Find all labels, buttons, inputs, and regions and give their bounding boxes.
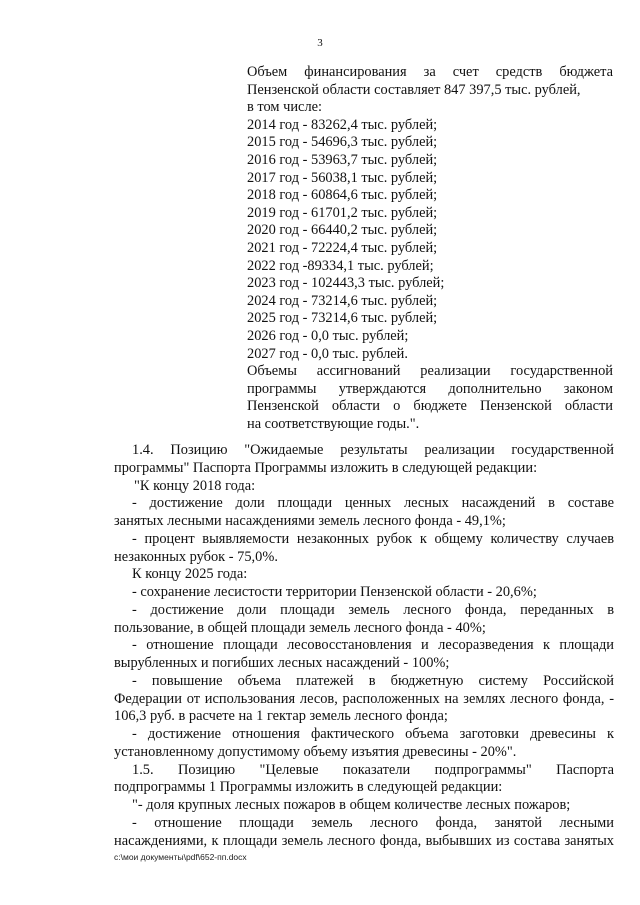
- text-line: 2021 год - 72224,4 тыс. рублей;: [247, 239, 438, 256]
- text-line: установленному допустимому объему изъятия древесины - 20%".: [114, 743, 517, 760]
- text-line: 1.5. Позицию "Целевые показатели подпрограммы" Паспорта: [132, 761, 614, 778]
- text-line: в том числе:: [247, 99, 323, 116]
- text-line: вырубленных и погибших лесных насаждений - 100%;: [114, 655, 450, 671]
- text-line: программы" Паспорта Программы изложить в следующей редакции:: [114, 459, 538, 476]
- text-line: 2019 год - 61701,2 тыс. рублей;: [247, 204, 438, 221]
- text-line: пользование, в общей площади земель лесного фонда - 40%;: [114, 619, 486, 636]
- text-line: подпрограммы 1 Программы изложить в следующей редакции:: [114, 779, 503, 796]
- page-number: 3: [317, 37, 323, 49]
- text-line: Пензенской области о бюджете Пензенской области: [247, 398, 613, 415]
- text-line: программы утверждаются дополнительно законом: [247, 380, 613, 397]
- text-line: Объемы ассигнований реализации государственной: [247, 363, 613, 380]
- text-line: 2014 год - 83262,4 тыс. рублей;: [247, 116, 438, 133]
- text-line: - отношение площади лесовосстановления и лесоразведения к площади: [132, 637, 614, 654]
- text-line: "- доля крупных лесных пожаров в общем количестве лесных пожаров;: [132, 797, 571, 813]
- text-line: 2026 год - 0,0 тыс. рублей;: [247, 327, 409, 344]
- text-line: Объем финансирования за счет средств бюджета: [247, 64, 613, 80]
- text-line: 2027 год - 0,0 тыс. рублей.: [247, 345, 408, 362]
- text-line: 2018 год - 60864,6 тыс. рублей;: [247, 187, 438, 204]
- text-line: - процент выявляемости незаконных рубок к общему количеству случаев: [132, 530, 614, 547]
- text-line: 2024 год - 73214,6 тыс. рублей;: [247, 292, 438, 309]
- text-line: занятых лесными насаждениями земель лесного фонда - 49,1%;: [114, 513, 506, 529]
- text-line: - сохранение лесистости территории Пензенской области - 20,6%;: [132, 584, 537, 600]
- text-line: 1.4. Позицию "Ожидаемые результаты реализации государственной: [132, 442, 614, 458]
- text-line: 2023 год - 102443,3 тыс. рублей;: [247, 275, 445, 292]
- text-line: - достижение доли площади ценных лесных насаждений в составе: [132, 495, 614, 512]
- text-line: 2017 год - 56038,1 тыс. рублей;: [247, 169, 438, 186]
- text-line: К концу 2025 года:: [132, 566, 248, 583]
- text-line: 2016 год - 53963,7 тыс. рублей;: [247, 151, 438, 168]
- funding-volume-block: [247, 64, 613, 433]
- text-line: "К концу 2018 года:: [134, 477, 256, 494]
- document-body: [114, 442, 614, 850]
- text-line: - отношение площади земель лесного фонда, занятой лесными: [132, 814, 614, 831]
- text-line: - достижение доли площади земель лесного фонда, переданных в: [132, 601, 614, 618]
- text-line: на соответствующие годы.".: [247, 415, 420, 432]
- text-line: 106,3 руб. в расчете на 1 гектар земель лесного фонда;: [114, 708, 448, 725]
- text-line: - повышение объема платежей в бюджетную систему Российской: [132, 672, 614, 689]
- file-path-footer: c:\мои документы\pdf\652-пп.docx: [114, 852, 247, 862]
- text-line: Пензенской области составляет 847 397,5 тыс. рублей,: [247, 81, 581, 98]
- text-line: 2020 год - 66440,2 тыс. рублей;: [247, 222, 438, 239]
- text-line: Федерации от использования лесов, расположенных на землях лесного фонда, -: [114, 690, 614, 707]
- text-line: незаконных рубок - 75,0%.: [114, 548, 278, 565]
- text-line: 2025 год - 73214,6 тыс. рублей;: [247, 310, 438, 327]
- text-line: насаждениями, к площади земель лесного фонда, выбывших из состава занятых: [114, 832, 614, 849]
- text-line: - достижение отношения фактического объема заготовки древесины к: [132, 726, 614, 742]
- text-line: 2015 год - 54696,3 тыс. рублей;: [247, 134, 438, 151]
- text-line: 2022 год -89334,1 тыс. рублей;: [247, 257, 434, 274]
